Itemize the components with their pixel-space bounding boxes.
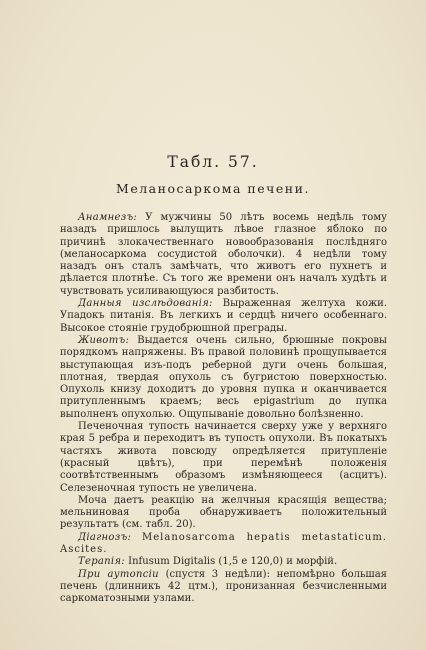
paragraph-text: Моча даетъ реакцію на желчныя красящія вещества; мельниновая проба обнаруживаетъ положительный результатъ (см. табл. 20). bbox=[60, 494, 387, 531]
paragraph-label: Животъ: bbox=[78, 334, 130, 346]
paragraph-label: Терапія: bbox=[78, 556, 125, 568]
plate-title: Табл. 57. bbox=[167, 153, 259, 171]
paragraph-text: У мужчины 50 лѣтъ восемь недѣль тому назадъ пришлось вылущить лѣвое глазное яблоко по причинѣ злокачественнаго новообразованія послѣдняго (меланосаркома сосудистой оболочки). 4 недѣли тому назадъ онъ сталъ замѣчать, что животъ его пухнетъ и дѣлается плотнѣе. Съ того же времени онъ началъ худѣть и чувствовать усиливающуюся разбитость. bbox=[60, 212, 387, 297]
paragraph-text: Печеночная тупость начинается сверху уже у верхняго края 5 ребра и переходитъ въ тупость опухоли. Въ покатыхъ частяхъ живота повсюду опредѣляется притупленіе (красный цвѣтъ), при перемѣнѣ положенія соотвѣтственнымъ образомъ измѣняющееся (асцитъ). Селезеночная тупость не увеличена. bbox=[60, 421, 387, 494]
paragraph-text: Melanosarcoma hepatis metastaticum. Ascites. bbox=[60, 531, 387, 556]
paragraph-examination bbox=[60, 298, 387, 335]
paragraph-text: Infusum Digitalis (1,5 е 120,0) и морфій. bbox=[124, 556, 338, 568]
paragraph-label: Анамнезъ: bbox=[78, 212, 138, 223]
paragraph-therapy bbox=[60, 556, 387, 568]
paragraph-label: Діагнозъ: bbox=[78, 531, 132, 543]
paragraph-diagnosis bbox=[60, 532, 387, 557]
paragraph-text: Выраженная желтуха кожи. Упадокъ питанія. Въ легкихъ и сердцѣ ничего особеннаго. Высокое стояніе грудобрюшной преграды. bbox=[60, 298, 388, 334]
case-text bbox=[60, 212, 387, 606]
paragraph-label: Данныя изслѣдованія: bbox=[78, 298, 213, 310]
paragraph-autopsy bbox=[60, 569, 387, 606]
paragraph-liver-dullness bbox=[60, 421, 387, 495]
paragraph-text: Выдается очень сильно, брюшные покровы порядкомъ напряжены. Въ правой половинѣ прощупывается выступающая изъ-подъ реберной дуги очень большая, плотная, твердая опухоль съ бугристою поверхностью. Опухоль книзу доходитъ до уровня пупка и оканчивается притупленнымъ краемъ; весь epigastrium до пупка выполненъ опухолью. Ощупываніе довольно болѣзненно. bbox=[60, 334, 387, 420]
paragraph-anamnesis bbox=[60, 212, 387, 298]
section-subtitle: Меланосаркома печени. bbox=[116, 181, 310, 196]
paragraph-text: (спустя 3 недѣли): непомѣрно большая печень (длинникъ 42 цтм.), пронизанная безчисленными саркоматозными узлами. bbox=[60, 568, 387, 605]
paragraph-label: При аутопсіи bbox=[78, 568, 159, 580]
paragraph-urine bbox=[60, 495, 387, 532]
paragraph-abdomen bbox=[60, 335, 387, 421]
